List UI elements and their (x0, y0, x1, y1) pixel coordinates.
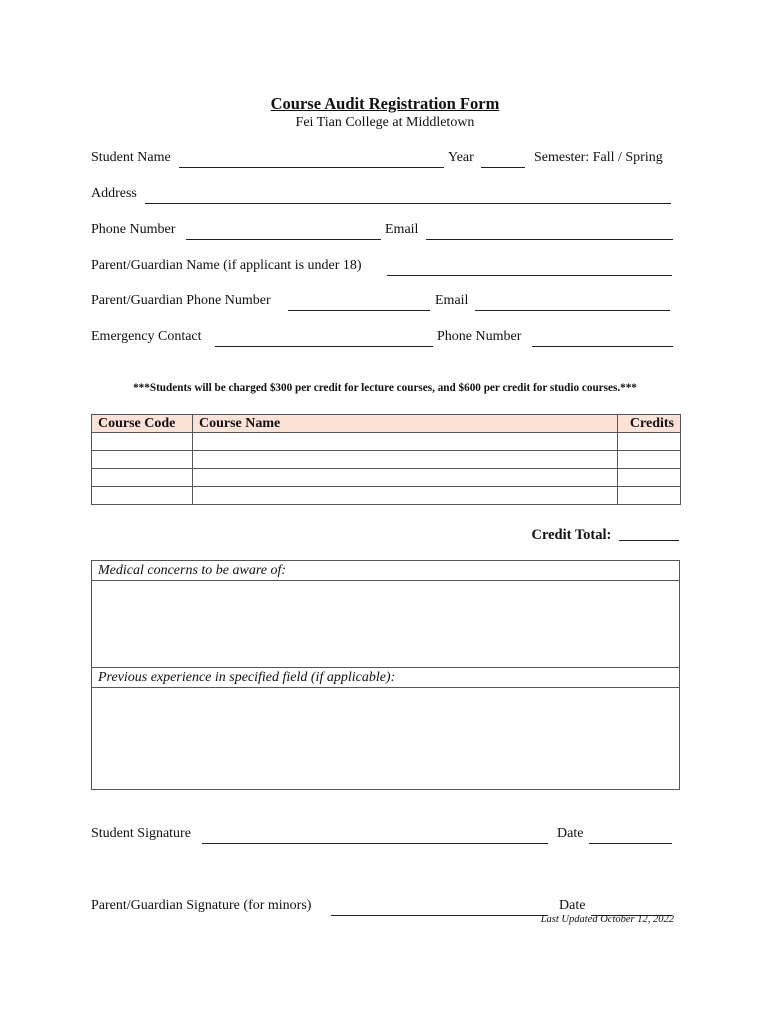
semester-label[interactable]: Semester: Fall / Spring (534, 150, 663, 165)
phone-field[interactable] (186, 239, 381, 240)
credits-cell[interactable] (618, 433, 681, 451)
phone-label: Phone Number (91, 222, 176, 237)
emergency-contact-field[interactable] (215, 346, 433, 347)
table-row (92, 451, 681, 469)
table-row (92, 469, 681, 487)
pricing-notice: ***Students will be charged $300 per credit for lecture courses, and $600 per credit for studio courses.*** (133, 382, 637, 394)
course-name-cell[interactable] (193, 433, 618, 451)
guardian-name-field[interactable] (387, 275, 672, 276)
form-title: Course Audit Registration Form (270, 94, 500, 113)
guardian-signature-label: Parent/Guardian Signature (for minors) (91, 898, 312, 913)
address-field[interactable] (145, 203, 671, 204)
experience-box (91, 667, 680, 790)
credits-cell[interactable] (618, 487, 681, 505)
medical-concerns-label: Medical concerns to be aware of: (92, 561, 679, 581)
email-field[interactable] (426, 239, 673, 240)
year-field[interactable] (481, 167, 525, 168)
student-date-label: Date (557, 826, 584, 841)
course-name-cell[interactable] (193, 469, 618, 487)
guardian-name-label: Parent/Guardian Name (if applicant is under 18) (91, 258, 362, 273)
emergency-phone-label: Phone Number (437, 329, 522, 344)
guardian-phone-label: Parent/Guardian Phone Number (91, 293, 271, 308)
table-row (92, 487, 681, 505)
form-subtitle: Fei Tian College at Middletown (295, 115, 475, 130)
student-name-label: Student Name (91, 150, 171, 165)
email-label: Email (385, 222, 419, 237)
credit-total-label: Credit Total: (531, 527, 612, 543)
student-date-field[interactable] (589, 843, 672, 844)
address-label: Address (91, 186, 137, 201)
course-name-cell[interactable] (193, 451, 618, 469)
guardian-email-label: Email (435, 293, 469, 308)
guardian-date-label: Date (559, 898, 586, 913)
experience-field[interactable] (92, 688, 679, 790)
guardian-signature-field[interactable] (331, 915, 548, 916)
credit-total-field[interactable] (619, 526, 679, 541)
last-updated: Last Updated October 12, 2022 (540, 914, 674, 925)
table-header-row (92, 415, 681, 433)
table-row (92, 433, 681, 451)
emergency-phone-field[interactable] (532, 346, 673, 347)
column-header-course-code: Course Code (92, 415, 193, 433)
course-name-cell[interactable] (193, 487, 618, 505)
experience-label: Previous experience in specified field (if applicable): (92, 668, 679, 688)
medical-concerns-box (91, 560, 680, 668)
column-header-course-name: Course Name (193, 415, 618, 433)
medical-concerns-field[interactable] (92, 581, 679, 669)
student-signature-label: Student Signature (91, 826, 191, 841)
course-code-cell[interactable] (92, 451, 193, 469)
course-code-cell[interactable] (92, 469, 193, 487)
guardian-email-field[interactable] (475, 310, 670, 311)
credits-cell[interactable] (618, 451, 681, 469)
student-name-field[interactable] (179, 167, 444, 168)
year-label: Year (448, 150, 474, 165)
emergency-contact-label: Emergency Contact (91, 329, 202, 344)
courses-table (91, 414, 681, 505)
column-header-credits: Credits (618, 415, 681, 433)
course-code-cell[interactable] (92, 487, 193, 505)
student-signature-field[interactable] (202, 843, 548, 844)
credits-cell[interactable] (618, 469, 681, 487)
credit-total (531, 526, 679, 544)
course-code-cell[interactable] (92, 433, 193, 451)
guardian-phone-field[interactable] (288, 310, 430, 311)
